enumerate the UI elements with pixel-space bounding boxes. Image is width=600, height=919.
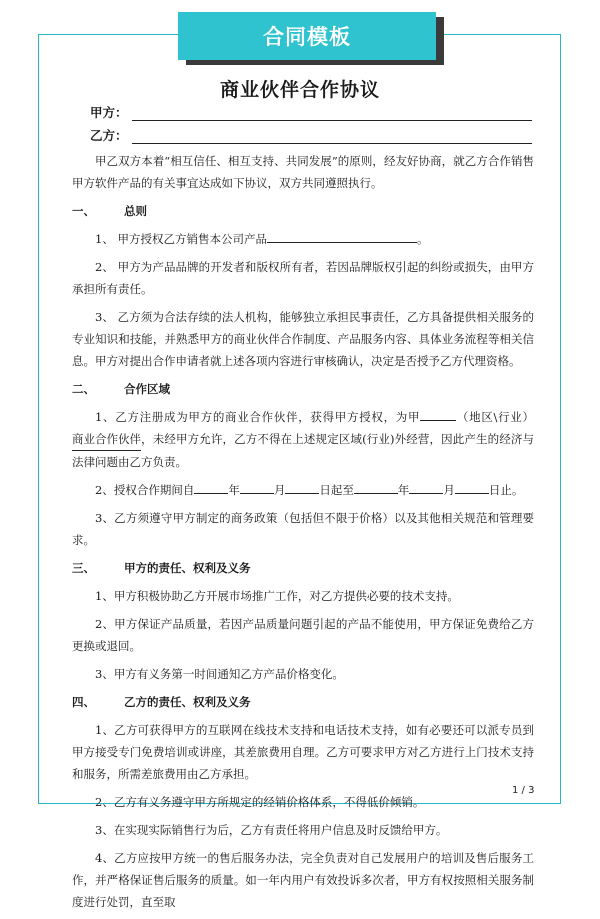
end-year-blank (354, 493, 398, 494)
section-heading: 四、 乙方的责任、权利及义务 (72, 695, 251, 709)
party-a-label: 甲方： (90, 105, 128, 120)
start-year-blank (194, 493, 228, 494)
clause-paragraph: 1、乙方注册成为甲方的商业合作伙伴，获得甲方授权，为甲 （地区\行业）商业合作伙伴，未经甲方允许，乙方不得在上述规定区域(行业)外经营，因此产生的经济与法律问题由乙方负责。 (72, 410, 534, 469)
clause-paragraph: 3、 乙方须为合法存续的法人机构，能够独立承担民事责任，乙方具备提供相关服务的专业知识和技能，并熟悉甲方的商业伙伴合作制度、产品服务内容、具体业务流程等相关信息。甲方对提出合作申请者就上述各项内容进行审核确认，决定是否授予乙方代理资格。 (72, 310, 534, 368)
party-a-blank (132, 107, 532, 121)
party-b-label: 乙方： (90, 128, 128, 143)
end-day-blank (455, 493, 489, 494)
clause-paragraph: 3、甲方有义务第一时间通知乙方产品价格变化。 (95, 667, 344, 681)
party-b-blank (132, 130, 532, 144)
party-a-row (90, 103, 532, 121)
section-heading: 三、 甲方的责任、权利及义务 (72, 561, 251, 575)
clause-paragraph: 2、 甲方为产品品牌的开发者和版权所有者，若因品牌版权引起的纠纷或损失，由甲方承担所有责任。 (72, 260, 534, 296)
clause-paragraph: 2、甲方保证产品质量，若因产品质量问题引起的产品不能使用，甲方保证免费给乙方更换或退回。 (72, 617, 534, 653)
term-date-paragraph: 2、授权合作期间自 年 月 日起至 年 月 日止。 (95, 483, 524, 497)
party-b-row (90, 126, 532, 144)
agreement-body (72, 150, 534, 919)
start-day-blank (285, 493, 319, 494)
clause-paragraph: 3、在实现实际销售行为后，乙方有责任将用户信息及时反馈给甲方。 (95, 823, 448, 837)
product-blank (267, 242, 417, 243)
start-month-blank (240, 493, 274, 494)
document-title: 商业伙伴合作协议 (219, 79, 380, 101)
section-heading: 二、 合作区域 (72, 382, 170, 396)
clause-paragraph: 2、乙方有义务遵守甲方所规定的经销价格体系，不得低价倾销。 (95, 795, 425, 809)
template-banner: 合同模板 (178, 12, 436, 60)
end-month-blank (409, 493, 443, 494)
clause-paragraph: 4、乙方应按甲方统一的售后服务办法，完全负责对自己发展用户的培训及售后服务工作，并严格保证售后服务的质量。如一年内用户有效投诉多次者，甲方有权按照相关服务制度进行处罚，直至取 (72, 851, 534, 909)
clause-paragraph: 1、甲方积极协助乙方开展市场推广工作，对乙方提供必要的技术支持。 (95, 589, 459, 603)
clause-paragraph: 3、乙方须遵守甲方制定的商务政策（包括但不限于价格）以及其他相关规范和管理要求。 (72, 511, 534, 547)
clause-paragraph: 1、 甲方授权乙方销售本公司产品 。 (95, 232, 429, 246)
page-number: 1 / 3 (512, 785, 535, 796)
section-heading: 一、 总则 (72, 204, 147, 218)
region-blank (420, 420, 456, 421)
clause-paragraph: 1、乙方可获得甲方的互联网在线技术支持和电话技术支持，如有必要还可以派专员到甲方接受专门免费培训或讲座，其差旅费用自理。乙方可要求甲方对乙方进行上门技术支持和服务，所需差旅费用由乙方承担。 (72, 723, 534, 781)
intro-paragraph: 甲乙双方本着“相互信任、相互支持、共同发展”的原则，经友好协商，就乙方合作销售甲方软件产品的有关事宜达成如下协议，双方共同遵照执行。 (72, 154, 534, 190)
